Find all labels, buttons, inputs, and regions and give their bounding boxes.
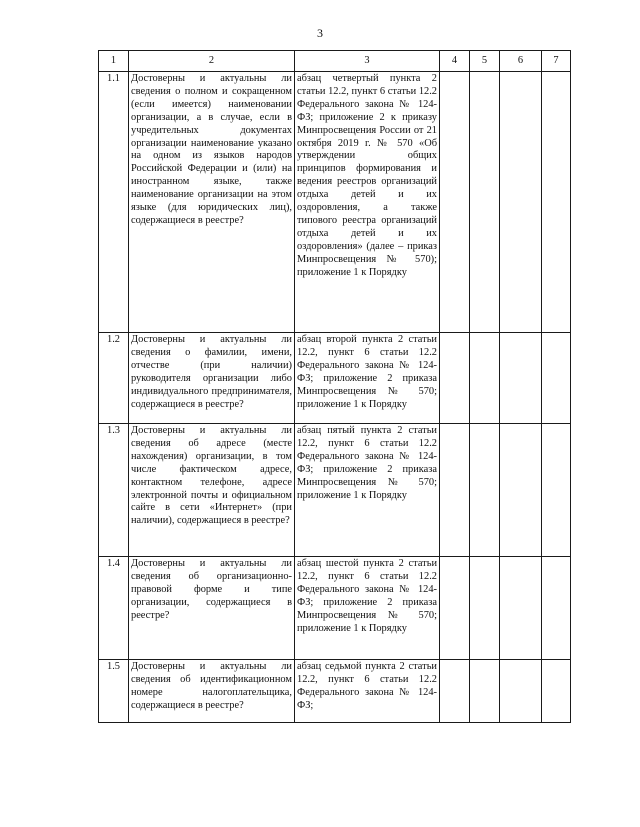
answer-cell — [500, 557, 542, 660]
control-question: Достоверны и актуальны ли сведения об идентификационном номере налогоплательщика, содержащиеся в реестре? — [129, 660, 295, 723]
column-header: 6 — [500, 51, 542, 72]
answer-cell — [542, 660, 571, 723]
table-row — [99, 660, 571, 723]
column-header: 3 — [295, 51, 440, 72]
row-number: 1.5 — [99, 660, 129, 723]
table-row — [99, 557, 571, 660]
legal-reference: абзац седьмой пункта 2 статьи 12.2, пункт 6 статьи 12.2 Федерального закона № 124-ФЗ; — [295, 660, 440, 723]
checklist-table — [98, 50, 571, 723]
answer-cell — [500, 333, 542, 424]
column-header: 7 — [542, 51, 571, 72]
column-header: 4 — [440, 51, 470, 72]
control-question: Достоверны и актуальны ли сведения о полном и сокращенном (если имеется) наименовании организации, а в случае, если в учредительных документах организации наименование указано на одном из языков народов Российской Федерации и (или) на иностранном языке, также наименование организации на этом языке (для юридических лиц), содержащиеся в реестре? — [129, 72, 295, 333]
table-row — [99, 72, 571, 333]
table-row — [99, 333, 571, 424]
answer-cell — [542, 72, 571, 333]
column-header: 2 — [129, 51, 295, 72]
legal-reference: абзац пятый пункта 2 статьи 12.2, пункт 6 статьи 12.2 Федерального закона № 124-ФЗ; приложение 2 приказа Минпросвещения № 570; приложение 1 к Порядку — [295, 424, 440, 557]
answer-cell — [440, 424, 470, 557]
answer-cell — [470, 424, 500, 557]
row-number: 1.2 — [99, 333, 129, 424]
answer-cell — [470, 333, 500, 424]
answer-cell — [470, 660, 500, 723]
answer-cell — [440, 557, 470, 660]
answer-cell — [440, 660, 470, 723]
table-row — [99, 424, 571, 557]
answer-cell — [500, 72, 542, 333]
legal-reference: абзац второй пункта 2 статьи 12.2, пункт 6 статьи 12.2 Федерального закона № 124-ФЗ; приложение 2 приказа Минпросвещения № 570; приложение 1 к Порядку — [295, 333, 440, 424]
answer-cell — [470, 72, 500, 333]
legal-reference: абзац шестой пункта 2 статьи 12.2, пункт 6 статьи 12.2 Федерального закона № 124-ФЗ; приложение 2 приказа Минпросвещения № 570; приложение 1 к Порядку — [295, 557, 440, 660]
row-number: 1.4 — [99, 557, 129, 660]
answer-cell — [542, 557, 571, 660]
legal-reference: абзац четвертый пункта 2 статьи 12.2, пункт 6 статьи 12.2 Федерального закона № 124-ФЗ; приложение 2 к приказу Минпросвещения России от 21 октября 2019 г. № 570 «Об утверждении общих принципов формирования и ведения реестров организаций отдыха детей и их оздоровления, а также типового реестра организаций отдыха детей и их оздоровления» (далее – приказ Минпросвещения № 570); приложение 1 к Порядку — [295, 72, 440, 333]
answer-cell — [500, 424, 542, 557]
control-question: Достоверны и актуальны ли сведения об организационно-правовой форме и типе организации, содержащиеся в реестре? — [129, 557, 295, 660]
answer-cell — [500, 660, 542, 723]
answer-cell — [542, 333, 571, 424]
table-header-row — [99, 51, 571, 72]
row-number: 1.1 — [99, 72, 129, 333]
answer-cell — [470, 557, 500, 660]
control-question: Достоверны и актуальны ли сведения об адресе (месте нахождения) организации, в том числе фактическом адресе, контактном телефоне, адресе электронной почты и официальном сайте в сети «Интернет» (при наличии), содержащиеся в реестре? — [129, 424, 295, 557]
answer-cell — [440, 333, 470, 424]
answer-cell — [440, 72, 470, 333]
answer-cell — [542, 424, 571, 557]
column-header: 5 — [470, 51, 500, 72]
row-number: 1.3 — [99, 424, 129, 557]
control-question: Достоверны и актуальны ли сведения о фамилии, имени, отчестве (при наличии) руководителя организации либо индивидуального предпринимателя, содержащиеся в реестре? — [129, 333, 295, 424]
page-number: 3 — [317, 26, 323, 40]
column-header: 1 — [99, 51, 129, 72]
